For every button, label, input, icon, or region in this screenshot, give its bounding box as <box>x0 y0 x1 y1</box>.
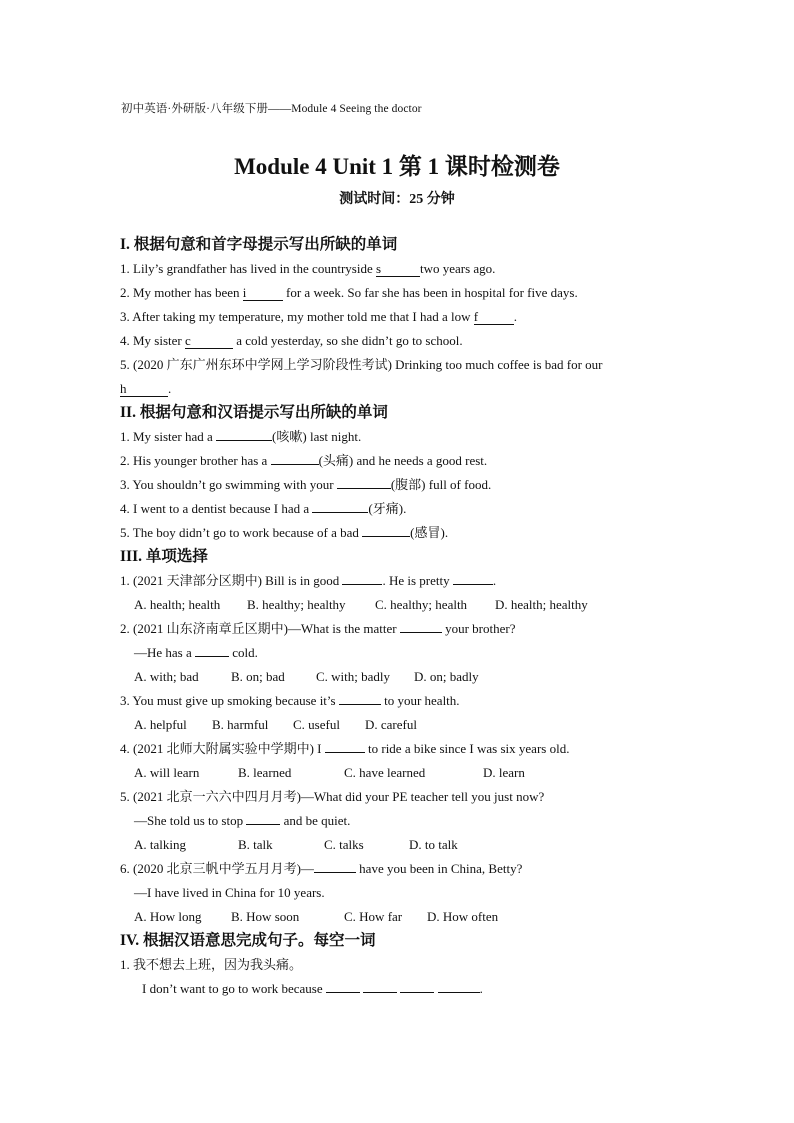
s2-q3-hint: (腹部) <box>390 477 426 492</box>
s3-question-6 <box>120 857 660 881</box>
s1-question-2 <box>120 281 660 305</box>
s3-q6-text: 6. (2020 北京三帆中学五月月考)— <box>120 861 314 876</box>
s3-question-6-reply: —I have lived in China for 10 years. <box>134 885 325 900</box>
section-3-title: III. 单项选择 <box>120 548 208 565</box>
s2-q4-text-end: . <box>403 501 407 516</box>
s4-q1-text: I don’t want to go to work because <box>142 981 326 996</box>
s3-q3-option-d[interactable]: D. careful <box>365 717 417 732</box>
s3-q4-option-b[interactable]: B. learned <box>238 765 292 780</box>
s3-q2-options <box>120 665 660 689</box>
s3-q3-text-end: to your health. <box>380 693 460 708</box>
s3-q6-option-d[interactable]: D. How often <box>427 909 499 924</box>
page-header: 初中英语·外研版·八年级下册——Module 4 Seeing the doctor <box>121 103 422 115</box>
s3-q5-options <box>120 833 660 857</box>
s3-q3-option-a[interactable]: A. helpful <box>134 717 187 732</box>
s3-q3-options <box>120 713 660 737</box>
s3-q3-option-c[interactable]: C. useful <box>293 717 340 732</box>
s2-q1-text: 1. My sister had a <box>120 429 217 444</box>
s1-q2-blank[interactable] <box>243 286 283 301</box>
s3-q1-option-b[interactable]: B. healthy; healthy <box>247 597 346 612</box>
s1-q1-blank[interactable] <box>376 262 420 277</box>
s1-q4-hint: c <box>185 333 191 348</box>
s3-q2-option-c[interactable]: C. with; badly <box>316 669 391 684</box>
s1-q3-hint: f <box>473 309 479 324</box>
s3-q4-option-c[interactable]: C. have learned <box>344 765 426 780</box>
s3-q5-blank[interactable] <box>246 810 280 825</box>
s1-q2-text-end: for a week. So far she has been in hospital for five days. <box>282 285 578 300</box>
s3-q1-options <box>120 593 660 617</box>
s2-q4-text: 4. I went to a dentist because I had a <box>120 501 313 516</box>
s3-question-1 <box>120 569 660 593</box>
s3-question-5-reply <box>120 809 660 833</box>
s2-q3-text-end: full of food. <box>425 477 492 492</box>
s3-q5-text: 5. (2021 北京一六六中四月月考)—What did your PE teacher tell you just now? <box>120 789 545 804</box>
s3-question-2-reply <box>120 641 660 665</box>
s3-q4-text-end: to ride a bike since I was six years old. <box>364 741 570 756</box>
s2-q2-text-end: and he needs a good rest. <box>353 453 488 468</box>
s4-q1-blank-3[interactable] <box>400 978 434 993</box>
exam-content <box>120 233 660 1001</box>
s3-q4-options <box>120 761 660 785</box>
s1-question-3 <box>120 305 660 329</box>
s1-q4-text: 4. My sister <box>120 333 185 348</box>
s2-q2-blank[interactable] <box>271 450 319 465</box>
s3-q5-option-a[interactable]: A. talking <box>134 837 186 852</box>
s2-q1-hint: (咳嗽) <box>272 429 307 444</box>
s1-q1-text: 1. Lily’s grandfather has lived in the countryside <box>120 261 376 276</box>
s1-q1-text-end: two years ago. <box>419 261 496 276</box>
s3-q1-blank-2[interactable] <box>453 570 493 585</box>
s1-question-1 <box>120 257 660 281</box>
s2-q1-text-end: last night. <box>306 429 362 444</box>
s3-q6-text-end: have you been in China, Betty? <box>355 861 523 876</box>
s2-q3-text: 3. You shouldn’t go swimming with your <box>120 477 337 492</box>
s3-q2-option-a[interactable]: A. with; bad <box>134 669 199 684</box>
s2-q4-blank[interactable] <box>312 498 368 513</box>
s3-q1-option-c[interactable]: C. healthy; health <box>375 597 468 612</box>
s3-question-4 <box>120 737 660 761</box>
s2-question-1 <box>120 425 660 449</box>
page-title: Module 4 Unit 1 第 1 课时检测卷 <box>234 154 560 179</box>
s2-q3-blank[interactable] <box>337 474 391 489</box>
s4-q1-blank-4[interactable] <box>438 978 480 993</box>
s3-q6-blank[interactable] <box>314 858 356 873</box>
s1-q2-text: 2. My mother has been <box>120 285 243 300</box>
s1-q3-blank[interactable] <box>474 310 514 325</box>
s3-q5-reply-text-end: and be quiet. <box>280 813 351 828</box>
s3-q6-option-b[interactable]: B. How soon <box>231 909 300 924</box>
s4-question-1: 1. 我不想去上班，因为我头痛。 <box>120 957 303 972</box>
s2-question-3 <box>120 473 660 497</box>
s3-q2-blank-1[interactable] <box>400 618 442 633</box>
s2-q2-text: 2. His younger brother has a <box>120 453 271 468</box>
section-2-title: II. 根据句意和汉语提示写出所缺的单词 <box>120 404 388 421</box>
s1-q5-hint: h <box>120 381 127 396</box>
s2-q1-blank[interactable] <box>216 426 272 441</box>
s3-q5-option-b[interactable]: B. talk <box>238 837 273 852</box>
s3-q5-option-d[interactable]: D. to talk <box>409 837 458 852</box>
page-subtitle: 测试时间：25 分钟 <box>339 192 455 207</box>
s3-q1-text-end: . <box>492 573 497 588</box>
s1-q4-blank[interactable] <box>185 334 233 349</box>
s4-q1-blank-2[interactable] <box>363 978 397 993</box>
s4-q1-text-end: . <box>479 981 483 996</box>
s3-q2-text: 2. (2021 山东济南章丘区期中)—What is the matter <box>120 621 400 636</box>
s3-q6-options <box>120 905 660 929</box>
s3-q2-reply-text: —He has a <box>134 645 196 660</box>
s3-q5-option-c[interactable]: C. talks <box>324 837 364 852</box>
s3-q3-option-b[interactable]: B. harmful <box>212 717 269 732</box>
s1-question-4 <box>120 329 660 353</box>
s2-q5-hint: (感冒) <box>410 525 445 540</box>
s2-question-4 <box>120 497 660 521</box>
s3-q2-reply-text-end: cold. <box>229 645 258 660</box>
s3-question-3 <box>120 689 660 713</box>
s3-q1-blank-1[interactable] <box>342 570 382 585</box>
s2-q5-text-end: . <box>444 525 449 540</box>
s3-q2-option-d[interactable]: D. on; badly <box>414 669 479 684</box>
s1-q1-hint: s <box>375 261 382 276</box>
s3-q6-option-a[interactable]: A. How long <box>134 909 202 924</box>
s2-q4-hint: (牙痛) <box>368 501 404 516</box>
s3-q1-option-d[interactable]: D. health; healthy <box>495 597 588 612</box>
s2-q2-hint: (头痛) <box>318 453 354 468</box>
s3-q3-text: 3. You must give up smoking because it’s <box>120 693 339 708</box>
s2-question-2 <box>120 449 660 473</box>
s3-q6-option-c[interactable]: C. How far <box>344 909 403 924</box>
s3-q1-option-a[interactable]: A. health; health <box>134 597 221 612</box>
s2-q5-blank[interactable] <box>362 522 410 537</box>
s2-q5-text: 5. The boy didn’t go to work because of a bad <box>120 525 363 540</box>
s3-q4-option-d[interactable]: D. learn <box>483 765 525 780</box>
section-4-title: IV. 根据汉语意思完成句子。每空一词 <box>120 932 376 949</box>
s3-question-5 <box>120 785 660 809</box>
s1-q5-text: 5. (2020 广东广州东环中学网上学习阶段性考试) Drinking too much coffee is bad for our <box>120 357 603 372</box>
s3-question-2 <box>120 617 660 641</box>
s1-question-5 <box>120 353 660 377</box>
s1-q4-text-end: a cold yesterday, so she didn’t go to school. <box>233 333 463 348</box>
s1-q3-text: 3. After taking my temperature, my mother told me that I had a low <box>120 309 474 324</box>
s1-q2-hint: i <box>242 285 247 300</box>
s3-q2-option-b[interactable]: B. on; bad <box>231 669 285 684</box>
s4-q1-blank-1[interactable] <box>326 978 360 993</box>
s4-question-1-sentence <box>120 977 660 1001</box>
s3-q4-text: 4. (2021 北师大附属实验中学期中) I <box>120 741 325 756</box>
s3-q4-option-a[interactable]: A. will learn <box>134 765 200 780</box>
s3-q1-text-mid: . He is pretty <box>382 573 453 588</box>
s1-q5-blank[interactable] <box>120 382 168 397</box>
s3-q2-blank-2[interactable] <box>195 642 229 657</box>
s3-q5-reply-text: —She told us to stop <box>134 813 247 828</box>
section-1-title: I. 根据句意和首字母提示写出所缺的单词 <box>120 236 398 253</box>
s1-question-5-cont <box>120 377 660 401</box>
s3-q4-blank[interactable] <box>325 738 365 753</box>
s2-question-5 <box>120 521 660 545</box>
s1-q5-text-end: . <box>168 381 172 396</box>
s3-q1-text: 1. (2021 天津部分区期中) Bill is in good <box>120 573 343 588</box>
s3-q3-blank[interactable] <box>339 690 381 705</box>
s1-q3-text-end: . <box>513 309 518 324</box>
s3-q2-text-end: your brother? <box>441 621 516 636</box>
